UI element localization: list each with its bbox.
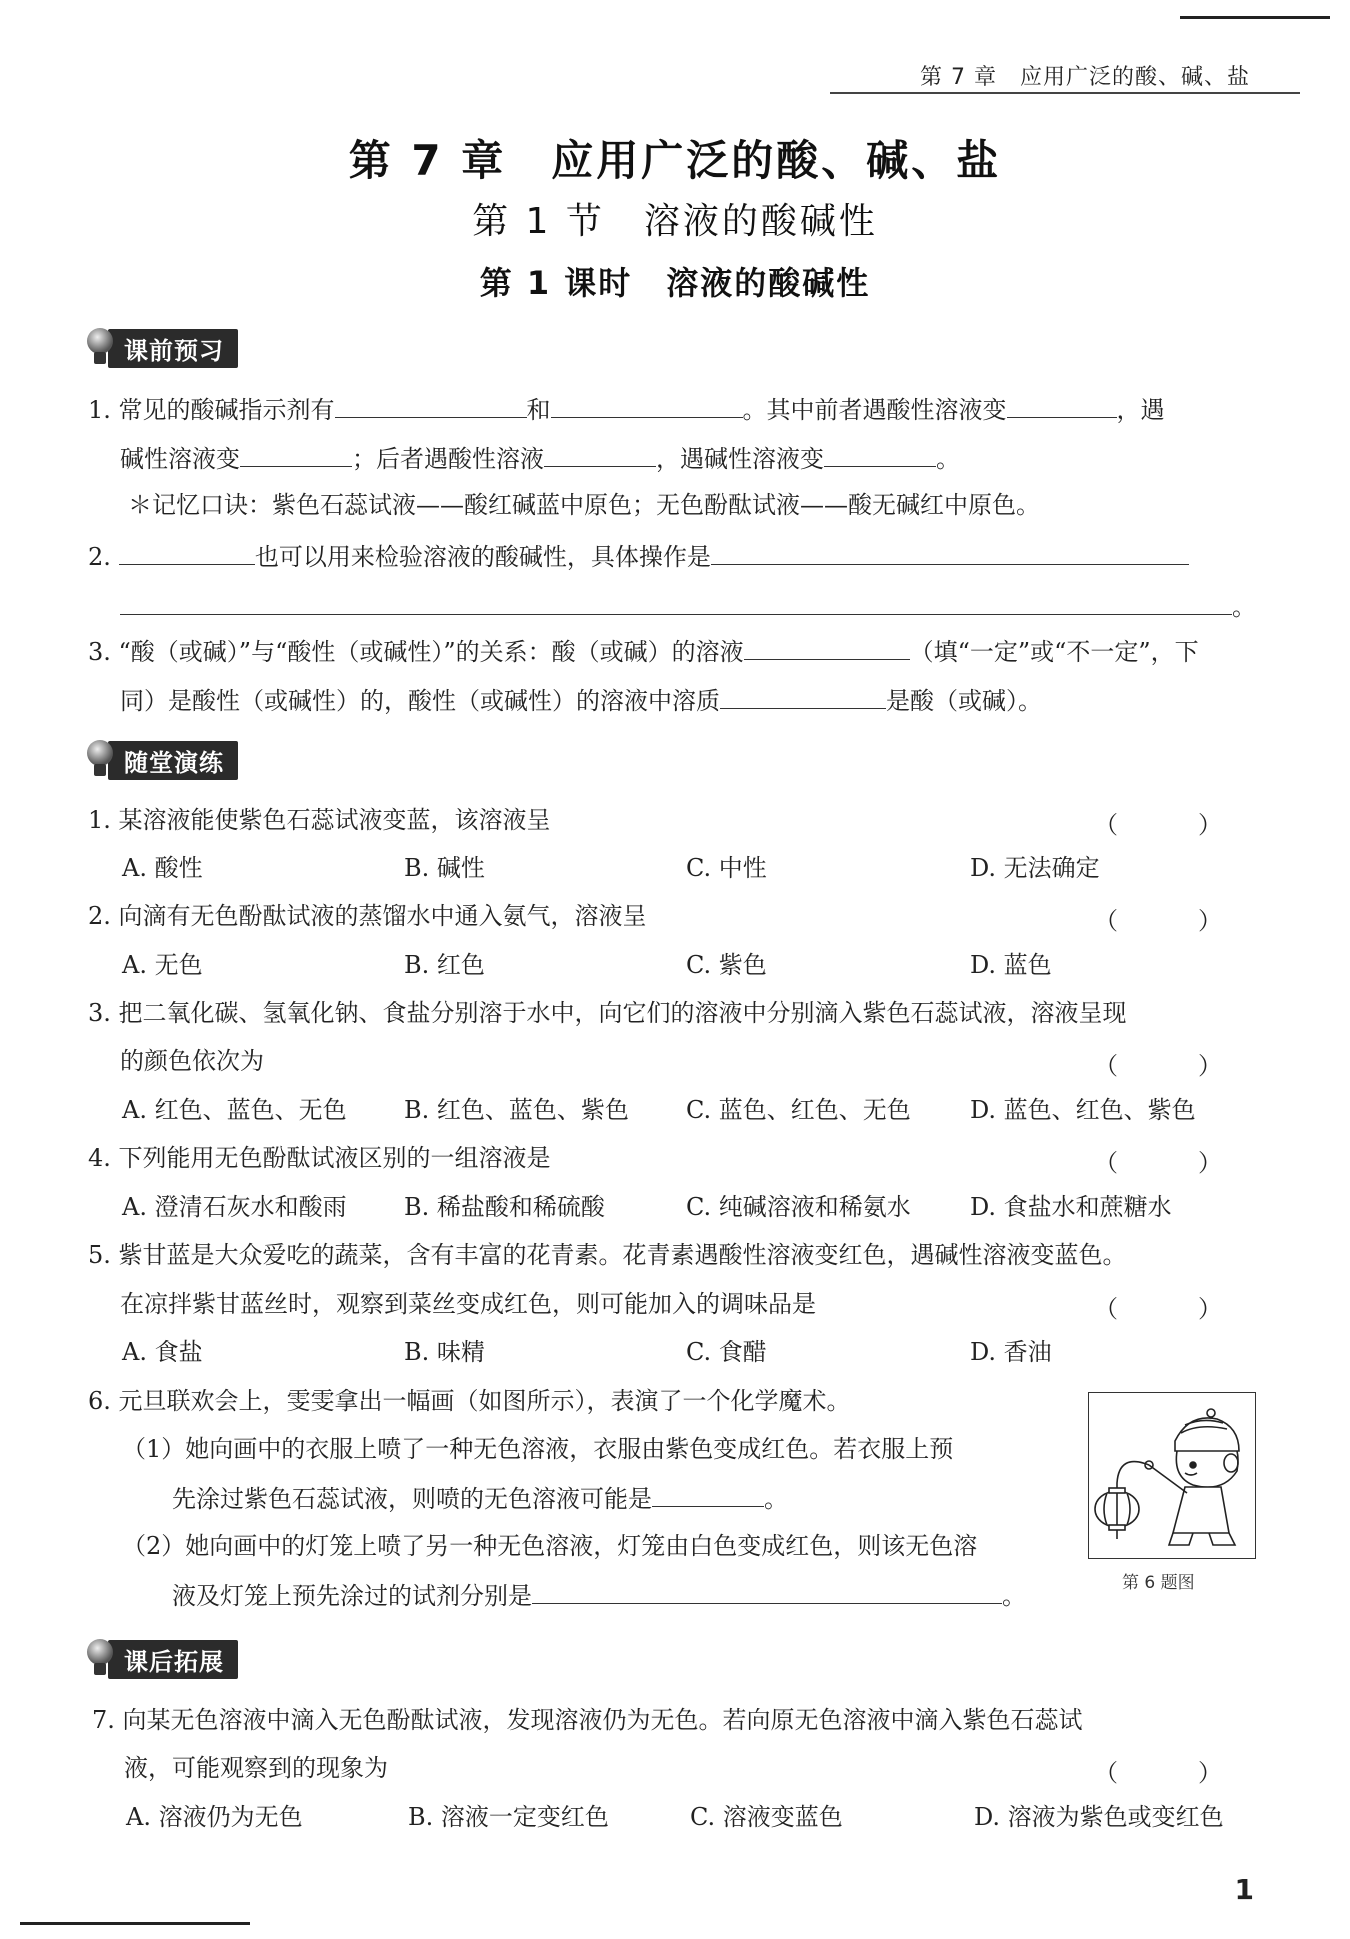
answer-paren[interactable]: （ ）: [1094, 811, 1250, 839]
option-d[interactable]: D. 无法确定: [970, 854, 1100, 882]
answer-blank[interactable]: [711, 540, 1189, 565]
section-label: 随堂演练: [108, 741, 238, 780]
header-rule: [830, 92, 1300, 94]
answer-blank[interactable]: [1007, 393, 1117, 418]
preview-q3-line2: 同）是酸性（或碱性）的，酸性（或碱性）的溶液中溶质 是酸（或碱）。: [120, 684, 1254, 716]
option-b[interactable]: B. 红色: [404, 951, 485, 979]
practice-q6-1-line2: 先涂过紫色石蕊试液，则喷的无色溶液可能是 。: [172, 1482, 1070, 1514]
answer-blank[interactable]: [335, 393, 527, 418]
footer-rule: [20, 1922, 250, 1925]
practice-q5-line1: 5. 紫甘蓝是大众爱吃的蔬菜，含有丰富的花青素。花青素遇酸性溶液变红色，遇碱性溶液变蓝色。: [88, 1241, 1127, 1269]
option-d[interactable]: D. 溶液为紫色或变红色: [974, 1803, 1224, 1831]
answer-paren[interactable]: （ ）: [1094, 1759, 1250, 1787]
practice-q3-line2: 的颜色依次为: [120, 1047, 264, 1075]
section-label: 课前预习: [108, 329, 238, 368]
answer-blank[interactable]: [544, 442, 656, 467]
extension-q7-line2: 液，可能观察到的现象为: [124, 1754, 388, 1782]
preview-q1-memo: ＊记忆口诀：紫色石蕊试液——酸红碱蓝中原色；无色酚酞试液——酸无碱红中原色。: [128, 491, 1040, 519]
option-b[interactable]: B. 碱性: [404, 854, 485, 882]
section-badge-practice: [86, 742, 238, 778]
answer-blank[interactable]: [652, 1482, 764, 1507]
answer-paren[interactable]: （ ）: [1094, 1295, 1250, 1323]
practice-q4: 4. 下列能用无色酚酞试液区别的一组溶液是: [88, 1144, 551, 1172]
practice-q2: 2. 向滴有无色酚酞试液的蒸馏水中通入氨气，溶液呈: [88, 902, 647, 930]
option-d[interactable]: D. 香油: [970, 1338, 1052, 1366]
option-a[interactable]: A. 食盐: [122, 1338, 203, 1366]
option-a[interactable]: A. 酸性: [122, 854, 203, 882]
section-badge-preview: [86, 330, 238, 366]
option-a[interactable]: A. 红色、蓝色、无色: [122, 1096, 347, 1124]
preview-q3-line1: 3. “酸（或碱）”与“酸性（或碱性）”的关系：酸（或碱）的溶液 （填“一定”或“不一定”，下: [88, 635, 1254, 667]
extension-q7-line1: 7. 向某无色溶液中滴入无色酚酞试液，发现溶液仍为无色。若向原无色溶液中滴入紫色石蕊试: [92, 1706, 1083, 1734]
option-b[interactable]: B. 溶液一定变红色: [408, 1803, 609, 1831]
lightbulb-icon: [86, 739, 114, 781]
boy-with-lantern-illustration: [1089, 1393, 1255, 1558]
option-b[interactable]: B. 红色、蓝色、紫色: [404, 1096, 629, 1124]
answer-blank[interactable]: [551, 393, 743, 418]
answer-blank[interactable]: [824, 442, 936, 467]
figure-caption: 第 6 题图: [1122, 1573, 1195, 1593]
preview-q2-line2: 。: [120, 590, 1254, 622]
option-c[interactable]: C. 纯碱溶液和稀氨水: [686, 1193, 911, 1221]
option-a[interactable]: A. 澄清石灰水和酸雨: [122, 1193, 347, 1221]
practice-q6: 6. 元旦联欢会上，雯雯拿出一幅画（如图所示），表演了一个化学魔术。: [88, 1387, 851, 1415]
header-top-rule: [1180, 16, 1330, 19]
page-number: 1: [1234, 1873, 1254, 1906]
option-c[interactable]: C. 溶液变蓝色: [690, 1803, 843, 1831]
answer-blank[interactable]: [120, 590, 1232, 615]
option-c[interactable]: C. 食醋: [686, 1338, 767, 1366]
option-d[interactable]: D. 蓝色、红色、紫色: [970, 1096, 1196, 1124]
preview-q2-line1: 2. 也可以用来检验溶液的酸碱性，具体操作是: [88, 540, 1254, 572]
practice-q3-line1: 3. 把二氧化碳、氢氧化钠、食盐分别溶于水中，向它们的溶液中分别滴入紫色石蕊试液，溶液呈现: [88, 999, 1127, 1027]
section-badge-extension: [86, 1641, 238, 1677]
figure-boy-with-lantern: [1088, 1392, 1256, 1559]
answer-blank[interactable]: [240, 442, 352, 467]
option-d[interactable]: D. 蓝色: [970, 951, 1052, 979]
section-title: 第 1 节 溶液的酸碱性: [472, 201, 878, 242]
practice-q6-2-line2: 液及灯笼上预先涂过的试剂分别是 。: [172, 1579, 1070, 1611]
option-c[interactable]: C. 紫色: [686, 951, 767, 979]
answer-paren[interactable]: （ ）: [1094, 1149, 1250, 1177]
lesson-title: 第 1 课时 溶液的酸碱性: [479, 264, 871, 302]
running-header: 第 7 章 应用广泛的酸、碱、盐: [920, 65, 1250, 90]
option-b[interactable]: B. 味精: [404, 1338, 485, 1366]
preview-q1-line2: 碱性溶液变 ；后者遇酸性溶液 ，遇碱性溶液变 。: [120, 442, 1254, 474]
answer-blank[interactable]: [744, 635, 910, 660]
option-c[interactable]: C. 中性: [686, 854, 767, 882]
option-a[interactable]: A. 溶液仍为无色: [126, 1803, 303, 1831]
option-b[interactable]: B. 稀盐酸和稀硫酸: [404, 1193, 605, 1221]
answer-blank[interactable]: [532, 1579, 1002, 1604]
preview-q1-line1: 1. 常见的酸碱指示剂有 和 。其中前者遇酸性溶液变 ，遇: [88, 393, 1254, 425]
option-c[interactable]: C. 蓝色、红色、无色: [686, 1096, 911, 1124]
lightbulb-icon: [86, 1638, 114, 1680]
answer-paren[interactable]: （ ）: [1094, 1052, 1250, 1080]
practice-q6-2-line1: （2）她向画中的灯笼上喷了另一种无色溶液，灯笼由白色变成红色，则该无色溶: [122, 1532, 978, 1560]
practice-q1: 1. 某溶液能使紫色石蕊试液变蓝，该溶液呈: [88, 806, 551, 834]
practice-q5-line2: 在凉拌紫甘蓝丝时，观察到菜丝变成红色，则可能加入的调味品是: [120, 1290, 816, 1318]
chapter-title: 第 7 章 应用广泛的酸、碱、盐: [348, 136, 1002, 185]
answer-paren[interactable]: （ ）: [1094, 907, 1250, 935]
section-label: 课后拓展: [108, 1640, 238, 1679]
practice-q6-1-line1: （1）她向画中的衣服上喷了一种无色溶液，衣服由紫色变成红色。若衣服上预: [122, 1435, 954, 1463]
answer-blank[interactable]: [119, 540, 255, 565]
option-d[interactable]: D. 食盐水和蔗糖水: [970, 1193, 1172, 1221]
answer-blank[interactable]: [720, 684, 886, 709]
lightbulb-icon: [86, 327, 114, 369]
option-a[interactable]: A. 无色: [122, 951, 203, 979]
